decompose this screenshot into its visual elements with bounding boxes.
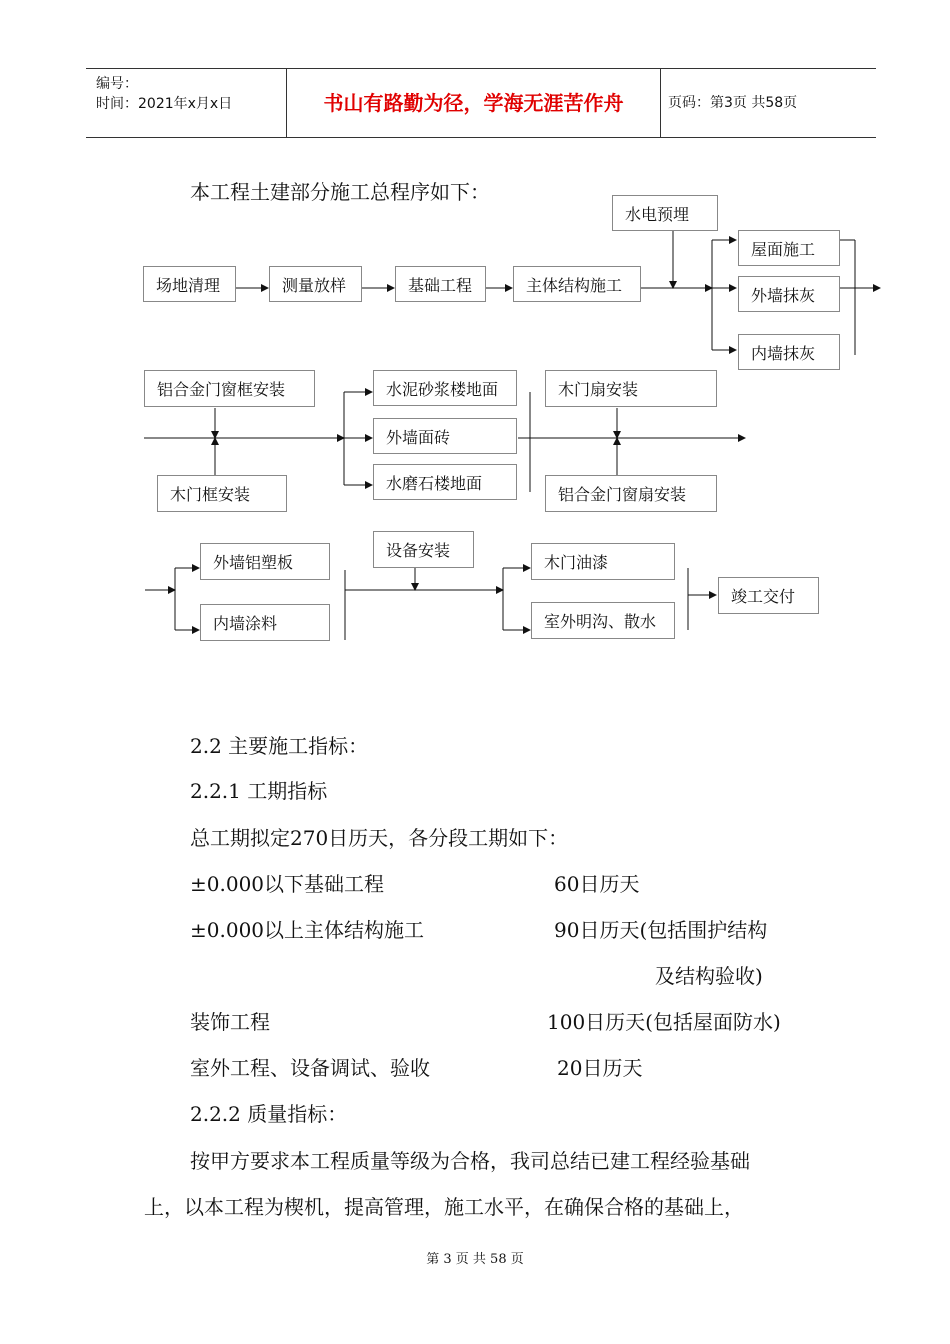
section-2-2-2: 2.2.2 质量指标： bbox=[190, 1102, 348, 1126]
header-number: 编号： bbox=[96, 76, 138, 92]
item-3-value: 100日历天(包括屋面防水) bbox=[547, 1010, 781, 1034]
section-2-2-1: 2.2.1 工期指标 bbox=[190, 779, 328, 803]
intro-text: 本工程土建部分施工总程序如下： bbox=[190, 180, 490, 204]
item-1-value: 60日历天 bbox=[554, 872, 640, 896]
item-3-name: 装饰工程 bbox=[190, 1010, 270, 1034]
body-line-2: 上，以本工程为楔机，提高管理，施工水平，在确保合格的基础上， bbox=[144, 1195, 744, 1219]
header-page: 页码：第3页 共58页 bbox=[668, 95, 798, 111]
flow-box-wood-frame: 木门框安装 bbox=[157, 475, 287, 512]
flow-box-wood-door: 木门扇安装 bbox=[545, 370, 717, 407]
flow-box-alu-frame: 铝合金门窗框安装 bbox=[144, 370, 315, 407]
flow-box-foundation: 基础工程 bbox=[395, 266, 486, 302]
flow-box-site-clearing: 场地清理 bbox=[143, 266, 236, 302]
flow-box-int-paint: 内墙涂料 bbox=[200, 604, 330, 641]
flow-box-int-plaster: 内墙抹灰 bbox=[738, 334, 840, 370]
flow-box-handover: 竣工交付 bbox=[718, 577, 819, 614]
item-2-value-cont: 及结构验收) bbox=[655, 964, 763, 988]
flow-box-alu-panel: 外墙铝塑板 bbox=[200, 543, 330, 580]
flow-box-utilities: 水电预埋 bbox=[612, 195, 718, 231]
total-duration: 总工期拟定270日历天，各分段工期如下： bbox=[190, 826, 569, 850]
item-1-name: ±0.000以下基础工程 bbox=[190, 872, 385, 896]
item-4-value: 20日历天 bbox=[557, 1056, 643, 1080]
flow-box-roofing: 屋面施工 bbox=[738, 230, 840, 266]
flow-box-cement-floor: 水泥砂浆楼地面 bbox=[373, 370, 517, 406]
header-slogan: 书山有路勤为径，学海无涯苦作舟 bbox=[287, 69, 661, 137]
flow-box-alu-sash: 铝合金门窗扇安装 bbox=[545, 475, 717, 512]
body-line-1: 按甲方要求本工程质量等级为合格，我司总结已建工程经验基础 bbox=[190, 1149, 750, 1173]
section-2-2: 2.2 主要施工指标： bbox=[190, 734, 369, 758]
flow-box-ext-plaster: 外墙抹灰 bbox=[738, 276, 840, 312]
flow-box-terrazzo: 水磨石楼地面 bbox=[373, 464, 517, 500]
item-4-name: 室外工程、设备调试、验收 bbox=[190, 1056, 430, 1080]
flow-box-drainage: 室外明沟、散水 bbox=[531, 602, 675, 639]
flow-box-surveying: 测量放样 bbox=[269, 266, 362, 302]
flow-box-ext-tiles: 外墙面砖 bbox=[373, 418, 517, 454]
flow-box-door-paint: 木门油漆 bbox=[531, 543, 675, 580]
flow-box-equipment: 设备安装 bbox=[373, 531, 474, 568]
flow-box-main-structure: 主体结构施工 bbox=[513, 266, 641, 302]
item-2-name: ±0.000以上主体结构施工 bbox=[190, 918, 425, 942]
item-2-value: 90日历天(包括围护结构 bbox=[554, 918, 768, 942]
page-footer: 第 3 页 共 58 页 bbox=[426, 1252, 524, 1267]
header-time: 时间：2021年x月x日 bbox=[96, 96, 233, 112]
